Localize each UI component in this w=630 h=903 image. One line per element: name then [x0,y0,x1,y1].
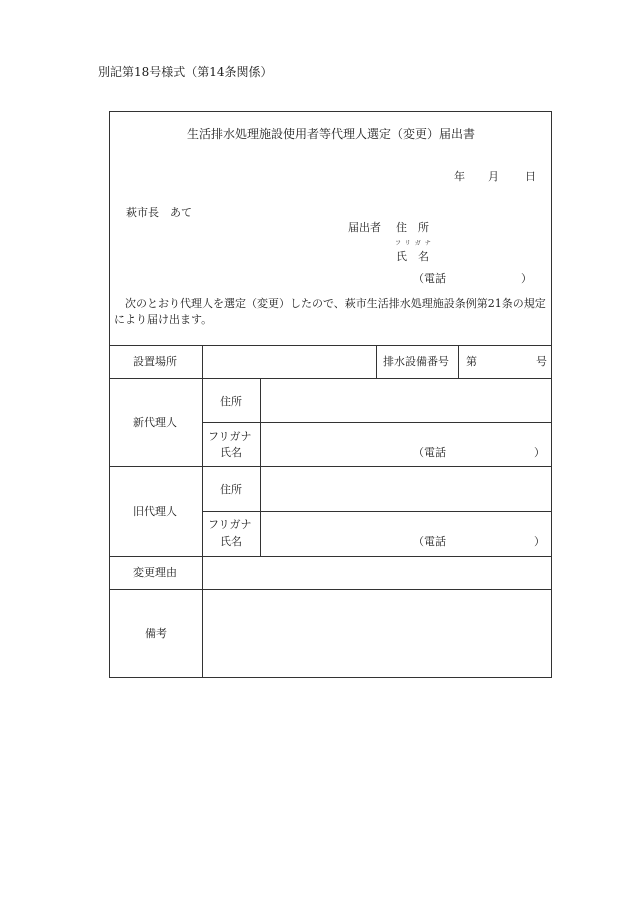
col-rule-label [202,345,203,677]
applicant-furigana-ruby: フリガナ [395,240,435,247]
facility-number-suffix: 号 [536,355,547,368]
date-day-label: 日 [525,170,536,183]
row-rule-new-address [202,422,552,423]
old-agent-name-label: 氏名 [220,535,242,548]
old-agent-address-label: 住所 [220,483,242,496]
table-top-rule [109,345,552,346]
addressee: 萩市長 あて [126,206,192,219]
old-agent-phone-close: ） [534,535,545,548]
col-rule-location-end [376,345,377,378]
change-reason-label: 変更理由 [133,566,177,579]
date-month-label: 月 [488,170,499,183]
form-frame [109,111,552,678]
col-rule-number-label-end [458,345,459,378]
location-label: 設置場所 [133,355,177,368]
old-agent-label: 旧代理人 [133,505,177,518]
old-agent-furigana-label: フリガナ [208,518,252,531]
applicant-label: 届出者 [348,221,381,234]
applicant-phone-open: （電話 [413,272,446,285]
declaration-text [114,296,550,328]
new-agent-phone-close: ） [534,446,545,459]
new-agent-name-label: 氏名 [220,446,242,459]
remarks-label: 備考 [145,627,167,640]
new-agent-label: 新代理人 [133,416,177,429]
col-rule-sublabel [260,378,261,556]
date-year-label: 年 [454,170,465,183]
declaration-text-content: 次のとおり代理人を選定（変更）したので、萩市生活排水処理施設条例第21条の規定により届け出ます。 [114,297,546,326]
applicant-name-label: 氏 名 [396,250,429,263]
old-agent-phone-open: （電話 [413,535,446,548]
row-rule-old-agent [109,556,552,557]
row-rule-old-address [202,511,552,512]
new-agent-phone-open: （電話 [413,446,446,459]
row-rule-change-reason [109,589,552,590]
applicant-phone-close: ） [521,272,532,285]
facility-number-prefix: 第 [466,355,477,368]
new-agent-address-label: 住所 [220,395,242,408]
applicant-address-label: 住 所 [396,221,429,234]
row-rule-location [109,378,552,379]
form-title: 生活排水処理施設使用者等代理人選定（変更）届出書 [187,127,476,141]
row-rule-new-agent [109,466,552,467]
facility-number-label: 排水設備番号 [383,355,449,368]
form-number-label: 別記第18号様式（第14条関係） [98,65,273,79]
new-agent-furigana-label: フリガナ [208,430,252,443]
